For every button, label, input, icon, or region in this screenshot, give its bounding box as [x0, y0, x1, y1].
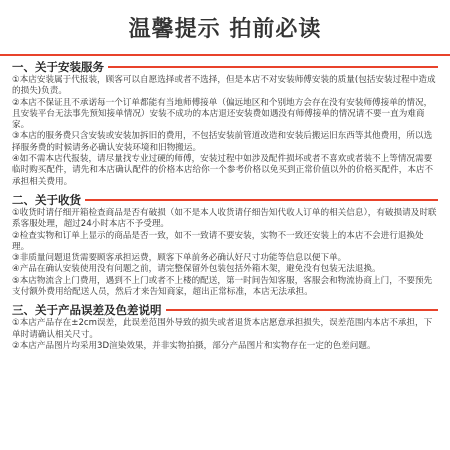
section-rule: [85, 199, 438, 201]
section-header: [12, 59, 438, 75]
section-heading: 三、关于产品误差及色差说明: [12, 303, 162, 318]
notice-item: ①本店安装属于代报装，顾客可以自愿选择或者不选择，但是本店不对安装师傅安装的质量(包括安装过程中造成的损失)负责。: [12, 75, 436, 97]
section-heading: 二、关于收货: [12, 192, 81, 207]
notice-item: ②检查实物和订单上显示的商品是否一致，如不一致请不要安装，实物不一致还安装上的本店不会进行退换处理。: [12, 230, 424, 252]
section-heading: 一、关于安装服务: [12, 60, 104, 74]
section-installation: [0, 59, 450, 188]
section-header: [12, 302, 438, 318]
notice-item: ④产品在确认安装使用没有问题之前，请完整保留外包装包括外箱木架，避免没有包装无法退换。: [12, 264, 381, 275]
notice-item: ③本店的服务费只含安装或安装加拆旧的费用，不包括安装前管道改造和安装后搬运旧东西等其他费用，所以选择服务费的时候请务必确认安装环境和旧物搬运。: [12, 131, 433, 153]
section-receiving: [0, 192, 450, 298]
section-rule: [166, 309, 439, 311]
section-items: [12, 75, 438, 188]
notice-item: ②本店不保证且不承诺每一个订单都能有当地师傅接单（偏远地区和个别地方会存在没有安装师傅接单的情况，且安装平台无法事先预知接单情况）安装不成功的本店退还安装费如遇没有师傅接单的情况请不要一直为难商家。: [12, 97, 433, 131]
notice-item: ②本店产品图片均采用3D渲染效果，并非实物拍摄，部分产品图片和实物存在一定的色差问题。: [12, 340, 376, 351]
page-title: 温馨提示 拍前必读: [128, 16, 322, 42]
section-rule: [108, 66, 438, 68]
notice-item: ④如不需本店代报装，请尽量找专业过硬的师傅，安装过程中如涉及配件损坏或者不喜欢或者装不上等情况需要临时购买配件，请先和本店确认配件的价格本店给你一个参考价格以免买到正常价值以外的价格买配件，本店不承担相关费用。: [12, 154, 434, 187]
section-items: [12, 208, 438, 298]
title-bar: [0, 0, 450, 56]
section-items: [12, 318, 438, 352]
section-tolerance: [0, 302, 450, 352]
section-header: [12, 192, 438, 208]
notice-item: ③非质量问题退货需要顾客承担运费，顾客下单前务必确认好尺寸功能等信息以便下单。: [12, 253, 347, 264]
notice-item: ①收货时请仔细开箱检查商品是否有破损（如不是本人收货请仔细告知代收人订单的相关信息），有破损请及时联系客服处理，超过24小时本店不予受理。: [12, 207, 437, 230]
notice-item: ①本店产品存在±2cm误差，此误差范围外导致的损失或者退货本店愿意承担损失，误差范围内本店不承担，下单时请确认相关尺寸。: [12, 318, 433, 340]
notice-item: ⑤本店物流含上门费用，遇到不上门或者不上楼的配送，第一时间告知客服，客服会和物流协商上门，不要预先支付额外费用给配送人员，然后才来告知商家，超出正常标准，本店无法承担。: [12, 275, 433, 298]
